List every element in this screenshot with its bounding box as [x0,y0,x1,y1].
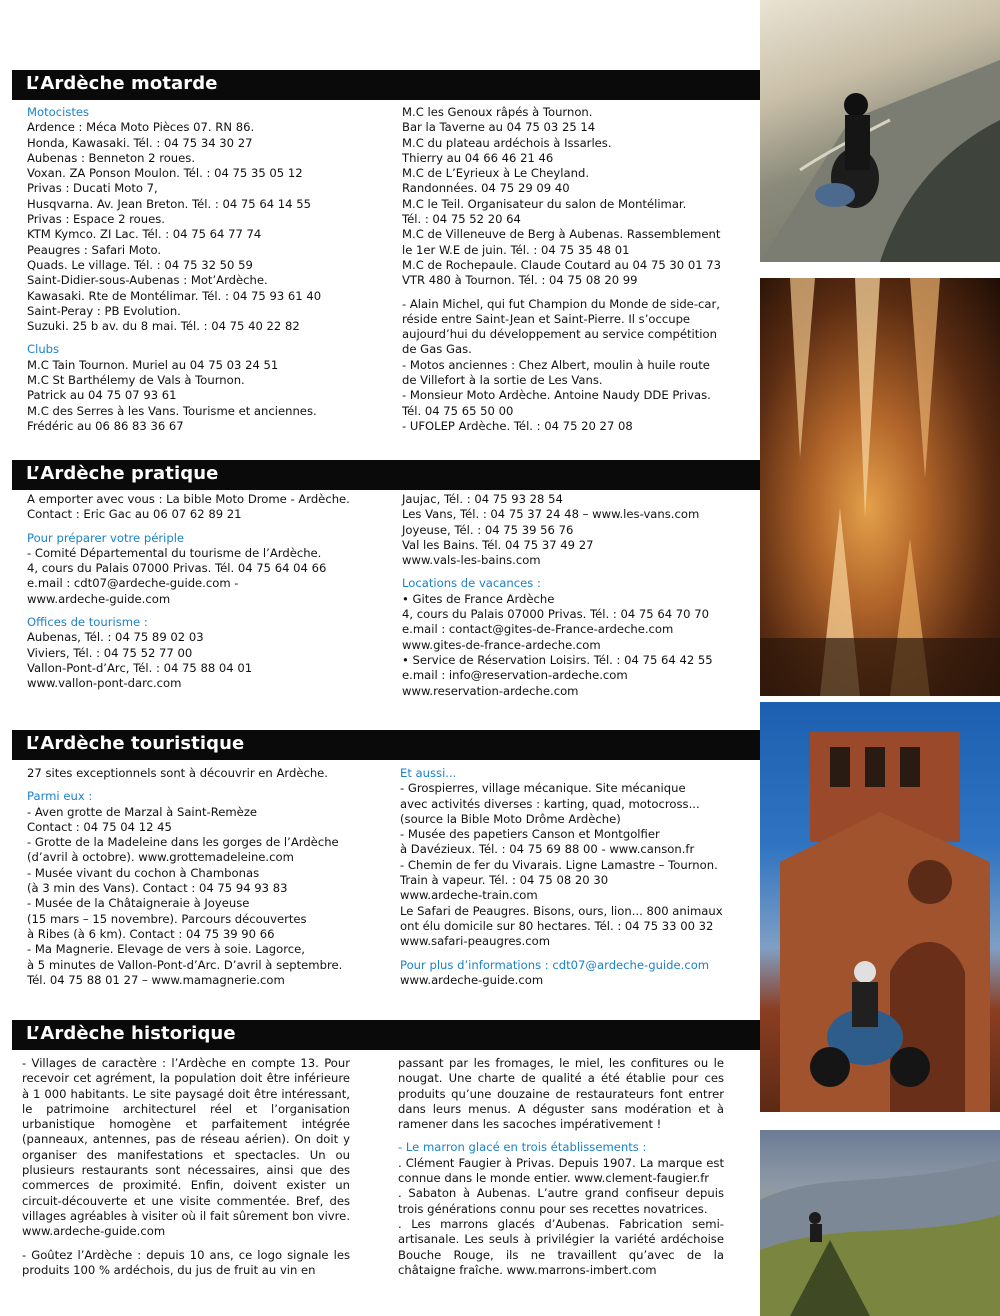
text-line: de Gas Gas. [402,342,472,357]
text-line: de Villefort à la sortie de Les Vans. [402,373,603,388]
text-line: . Clément Faugier à Privas. Depuis 1907. La marque est connue dans le monde entier. www.clement-faugier.fr [398,1155,724,1186]
text-line: Aubenas, Tél. : 04 75 89 02 03 [27,630,204,645]
photo-church-motorcycle [760,702,1000,1112]
text-line: - Aven grotte de Marzal à Saint-Remèze [27,804,258,819]
pratique-left-column [27,492,367,692]
text-line: - UFOLEP Ardèche. Tél. : 04 75 20 27 08 [402,418,633,433]
text-line: (source la Bible Moto Drôme Ardèche) [400,811,621,826]
historique-right-column [398,1056,724,1278]
text-line: www.vallon-pont-darc.com [27,676,182,691]
text-line: e.mail : info@reservation-ardeche.com [402,668,628,683]
text-line: Jaujac, Tél. : 04 75 93 28 54 [402,492,563,506]
text-line: M.C de Rochepaule. Claude Coutard au 04 75 30 01 73 [402,257,722,272]
text-line: Voxan. ZA Ponson Moulon. Tél. : 04 75 35 05 12 [27,166,303,181]
spacer [400,950,752,958]
subheading: Pour plus d’informations : cdt07@ardeche-guide.com [400,957,710,972]
text-line: Frédéric au 06 86 83 36 67 [27,418,184,433]
text-line: - Musée des papetiers Canson et Montgolfier [400,827,660,842]
spacer [402,289,752,297]
subheading: Locations de vacances : [402,576,541,591]
subheading: Parmi eux : [27,789,93,804]
text-line: aujourd’hui du développement au service compétition [402,327,717,342]
text-line: M.C les Genoux râpés à Tournon. [402,105,593,119]
text-line: Tél. 04 75 88 01 27 – www.mamagnerie.com [27,972,285,987]
pratique-right-column [402,492,752,699]
text-line: Les Vans, Tél. : 04 75 37 24 48 – www.les-vans.com [402,507,700,522]
text-line: Bar la Taverne au 04 75 03 25 14 [402,120,596,135]
text-line: • Service de Réservation Loisirs. Tél. : 04 75 64 42 55 [402,652,713,667]
text-line: Contact : 04 75 04 12 45 [27,819,172,834]
touristique-right-column [400,766,752,988]
text-line: - Chemin de fer du Vivarais. Ligne Lamastre – Tournon. [400,857,718,872]
spacer [398,1132,724,1140]
text-line: . Les marrons glacés d’Aubenas. Fabrication semi-artisanale. Les seuls à privilégier la variété ardéchoise Bouche Rouge, ils ne travaillent qu’avec de la châtaigne fraîche. www.marrons-imbert.com [398,1216,724,1277]
spacer [27,607,367,615]
spacer [27,523,367,531]
text-line: www.reservation-ardeche.com [402,683,579,698]
text-line: Honda, Kawasaki. Tél. : 04 75 34 30 27 [27,135,253,150]
text-line: www.ardeche-guide.com [27,591,171,606]
text-line: M.C du plateau ardéchois à Issarles. [402,135,612,150]
text-line: (d’avril à octobre). www.grottemadeleine.com [27,850,294,865]
text-line: - Goûtez l’Ardèche : depuis 10 ans, ce logo signale les produits 100 % ardéchois, du jus de fruit au vin en [22,1247,350,1277]
photo-cave [760,278,1000,696]
text-line: - Comité Départemental du tourisme de l’Ardèche. [27,545,322,560]
text-line: M.C de L’Eyrieux à Le Cheyland. [402,166,590,181]
subheading: Et aussi... [400,766,457,780]
section-header-motarde [12,70,760,100]
text-line: KTM Kymco. ZI Lac. Tél. : 04 75 64 77 74 [27,227,262,242]
text-line: - Alain Michel, qui fut Champion du Monde de side-car, [402,296,720,311]
historique-left-column [22,1056,350,1278]
text-line: ont élu domicile sur 80 hectares. Tél. : 04 75 33 00 32 [400,918,714,933]
text-line: Quads. Le village. Tél. : 04 75 32 50 59 [27,257,253,272]
text-line: Patrick au 04 75 07 93 61 [27,388,177,403]
touristique-left-column [27,766,367,988]
text-line: 4, cours du Palais 07000 Privas. Tél. : 04 75 64 70 70 [402,607,709,622]
text-line: Ardence : Méca Moto Pièces 07. RN 86. [27,120,255,135]
text-line: A emporter avec vous : La bible Moto Drome - Ardèche. [27,492,350,506]
text-line: à 5 minutes de Vallon-Pont-d’Arc. D’avril à septembre. [27,957,343,972]
text-line: www.vals-les-bains.com [402,553,541,568]
text-line: www.safari-peaugres.com [400,934,551,949]
text-line: - Monsieur Moto Ardèche. Antoine Naudy DDE Privas. [402,388,711,403]
text-line: - Grotte de la Madeleine dans les gorges de l’Ardèche [27,835,339,850]
text-line: (15 mars – 15 novembre). Parcours découvertes [27,911,307,926]
spacer [27,781,367,789]
text-line: Train à vapeur. Tél. : 04 75 08 20 30 [400,873,609,888]
text-line: Suzuki. 25 b av. du 8 mai. Tél. : 04 75 40 22 82 [27,319,300,334]
subheading: - Le marron glacé en trois établissements : [398,1140,647,1155]
text-line: . Sabaton à Aubenas. L’autre grand confiseur depuis trois générations connu pour ses recettes novatrices. [398,1186,724,1216]
text-line: - Ma Magnerie. Elevage de vers à soie. Lagorce, [27,942,305,957]
section-header-historique [12,1020,760,1050]
text-line: • Gites de France Ardèche [402,591,555,606]
photo-motorcycle-road [760,0,1000,262]
text-line: 27 sites exceptionnels sont à découvrir en Ardèche. [27,766,328,780]
text-line: M.C Tain Tournon. Muriel au 04 75 03 24 51 [27,357,279,372]
text-line: - Villages de caractère : l’Ardèche en compte 13. Pour recevoir cet agrément, la population doit être inférieure à 1 000 habitants. Le site paysagé doit être intéressant, le patrimoine architecturel réel et l’organisation urbanistique homogène et parfaitement intégrée (panneaux, antennes, pas de réseau aérien). On doit y organiser des manifestations et spectacles. Un ou plusieurs restaurants sont nécessaires, ainsi que des commerces de proximité. Enfin, doivent exister un circuit-découverte et une visite commentée. Bref, des villages agréables à visiter où il fait sûrement bon vivre. www.ardeche-guide.com [22,1056,350,1239]
section-header-touristique [12,730,760,760]
section-title-touristique: L’Ardèche touristique [26,733,245,754]
text-line: à Davézieux. Tél. : 04 75 69 88 00 - www.canson.fr [400,842,695,857]
subheading: Motocistes [27,105,90,119]
text-line: Tél. 04 75 65 50 00 [402,403,514,418]
text-line: Privas : Ducati Moto 7, [27,181,158,196]
text-line: M.C St Barthélemy de Vals à Tournon. [27,373,245,388]
text-line: Husqvarna. Av. Jean Breton. Tél. : 04 75 64 14 55 [27,196,311,211]
text-line: M.C des Serres à les Vans. Tourisme et anciennes. [27,403,317,418]
spacer [402,568,752,576]
text-line: à Ribes (à 6 km). Contact : 04 75 39 90 66 [27,926,275,941]
text-line: avec activités diverses : karting, quad, motocross... [400,796,700,811]
text-line: Thierry au 04 66 46 21 46 [402,150,554,165]
text-line: M.C de Villeneuve de Berg à Aubenas. Rassemblement [402,227,721,242]
text-line: - Grospierres, village mécanique. Site mécanique [400,781,686,796]
text-line: - Motos anciennes : Chez Albert, moulin à huile route [402,357,710,372]
text-line: Peaugres : Safari Moto. [27,242,162,257]
text-line: Val les Bains. Tél. 04 75 37 49 27 [402,537,594,552]
text-line: - Musée de la Châtaigneraie à Joyeuse [27,896,250,911]
section-title-pratique: L’Ardèche pratique [26,463,219,484]
text-line: (à 3 min des Vans). Contact : 04 75 94 93 83 [27,881,288,896]
text-line: www.ardeche-train.com [400,888,538,903]
text-line: Tél. : 04 75 52 20 64 [402,212,521,227]
text-line: e.mail : contact@gites-de-France-ardeche.com [402,622,674,637]
text-line: Viviers, Tél. : 04 75 52 77 00 [27,645,193,660]
text-line: passant par les fromages, le miel, les confitures ou le nougat. Une charte de qualité a été établie pour ces produits qu’une douzaine de restaurateurs font entrer dans leurs menus. A déguster sans modération et à ramener dans les sacoches impérativement ! [398,1056,724,1132]
text-line: le 1er W.E de juin. Tél. : 04 75 35 48 01 [402,242,630,257]
text-line: Le Safari de Peaugres. Bisons, ours, lion... 800 animaux [400,903,723,918]
motarde-left-column [27,105,367,434]
text-line: Vallon-Pont-d’Arc, Tél. : 04 75 88 04 01 [27,660,253,675]
photo-landscape [760,1130,1000,1316]
text-line: 4, cours du Palais 07000 Privas. Tél. 04 75 64 04 66 [27,561,327,576]
text-line: Joyeuse, Tél. : 04 75 39 56 76 [402,522,574,537]
text-line: Saint-Didier-sous-Aubenas : Mot’Ardèche. [27,273,268,288]
text-line: Aubenas : Benneton 2 roues. [27,150,196,165]
text-line: Saint-Peray : PB Evolution. [27,303,181,318]
text-line: réside entre Saint-Jean et Saint-Pierre. Il s’occupe [402,311,691,326]
text-line: - Musée vivant du cochon à Chambonas [27,865,260,880]
text-line: Randonnées. 04 75 29 09 40 [402,181,570,196]
text-line: Kawasaki. Rte de Montélimar. Tél. : 04 75 93 61 40 [27,288,322,303]
subheading: Offices de tourisme : [27,615,148,630]
subheading: Clubs [27,342,60,357]
section-title-historique: L’Ardèche historique [26,1023,236,1044]
spacer [22,1240,350,1248]
text-line: e.mail : cdt07@ardeche-guide.com - [27,576,239,591]
text-line: www.gites-de-france-ardeche.com [402,637,601,652]
section-header-pratique [12,460,760,490]
subheading: Pour préparer votre périple [27,530,185,545]
text-line: M.C le Teil. Organisateur du salon de Montélimar. [402,196,687,211]
motarde-right-column [402,105,752,434]
text-line: Privas : Espace 2 roues. [27,212,165,227]
text-line: www.ardeche-guide.com [400,972,544,987]
text-line: VTR 480 à Tournon. Tél. : 04 75 08 20 99 [402,273,638,288]
section-title-motarde: L’Ardèche motarde [26,73,218,94]
spacer [27,334,367,342]
text-line: Contact : Eric Gac au 06 07 62 89 21 [27,507,242,522]
